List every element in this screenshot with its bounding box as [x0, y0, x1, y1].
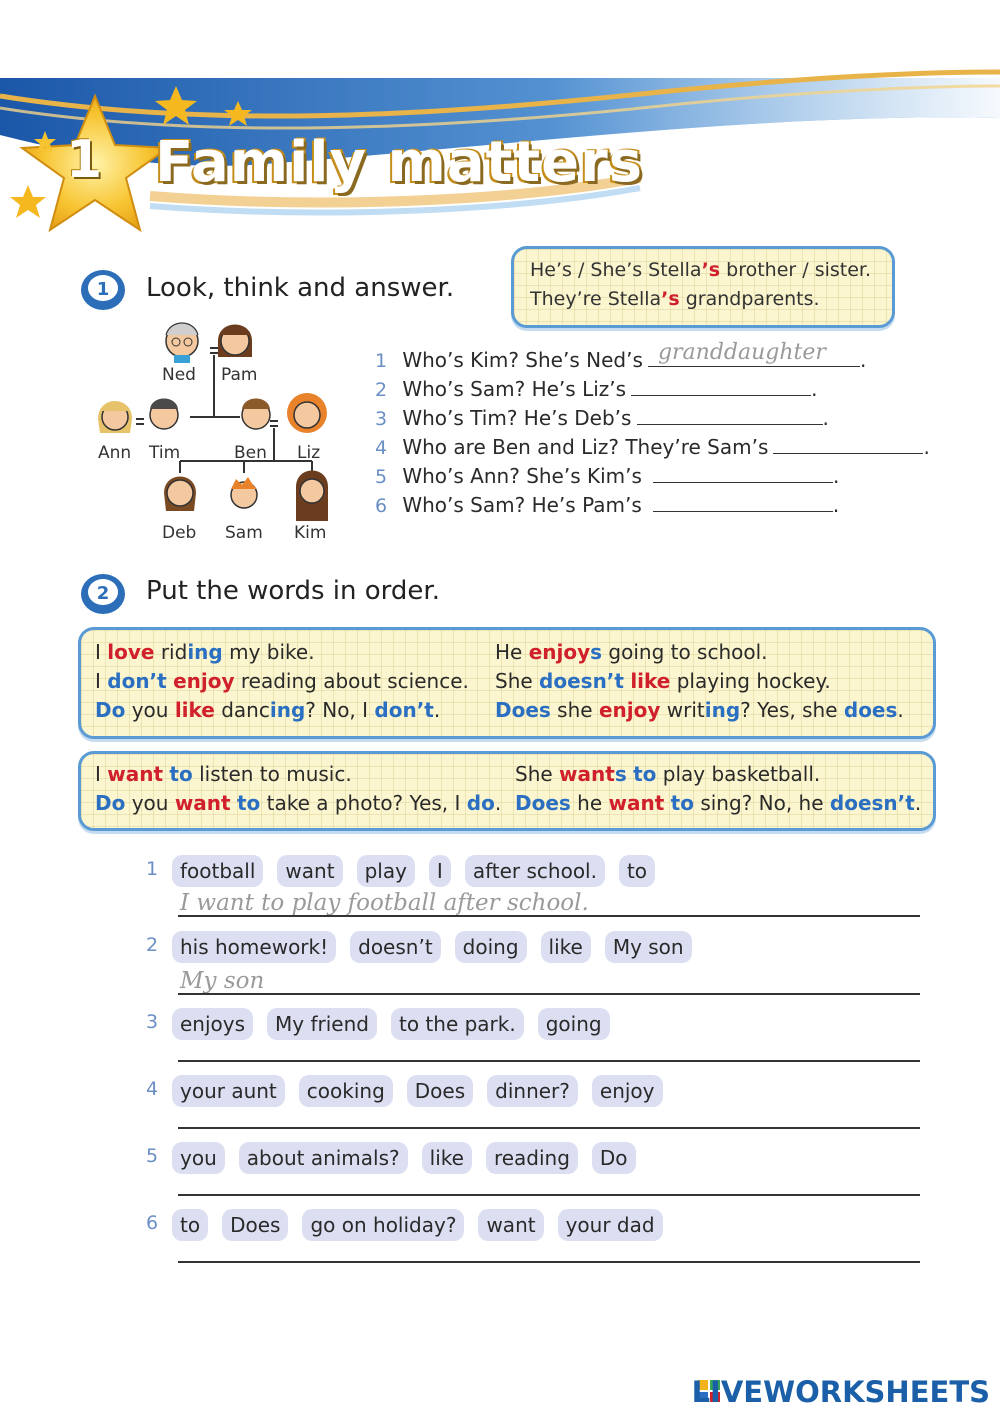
- word-chip[interactable]: about animals?: [239, 1142, 408, 1174]
- word-chip[interactable]: after school.: [465, 855, 605, 887]
- grammar-segment: s: [590, 640, 603, 664]
- grammar-line: [495, 698, 904, 727]
- grammar-segment: Does: [495, 698, 551, 722]
- word-chip[interactable]: you: [172, 1142, 225, 1174]
- tree-name-liz: Liz: [297, 443, 321, 463]
- grammar-segment: want: [174, 791, 231, 815]
- tree-name-ben: Ben: [234, 443, 267, 463]
- ann-face-icon: [98, 401, 132, 433]
- sam-face-icon: [231, 477, 257, 508]
- grammar-segment: she: [550, 698, 599, 722]
- grammar-segment: listen to music.: [192, 762, 352, 786]
- grammar-segment: I: [95, 640, 108, 664]
- word-chip[interactable]: to: [172, 1209, 208, 1241]
- ned-face-icon: [166, 323, 198, 363]
- order-answer-2-text: My son: [180, 968, 265, 994]
- word-chip[interactable]: enjoys: [172, 1008, 253, 1040]
- word-chip[interactable]: football: [172, 855, 263, 887]
- tree-name-deb: Deb: [162, 523, 197, 543]
- grammar-segment: don’t: [107, 669, 167, 693]
- grammar-segment: doesn’t: [829, 791, 915, 815]
- grammar-line: [95, 669, 469, 698]
- grammar-segment: to: [169, 762, 193, 786]
- grammar-box-1-right: [495, 640, 904, 727]
- grammar-segment: enjoy: [528, 640, 591, 664]
- grammar-segment: to: [670, 791, 694, 815]
- word-chip[interactable]: Do: [592, 1142, 636, 1174]
- grammar-segment: don’t: [374, 698, 434, 722]
- grammar-segment: ing: [187, 640, 223, 664]
- tree-name-ann: Ann: [98, 443, 132, 463]
- grammar-segment: want: [559, 762, 615, 786]
- grammar-segment: ing: [704, 698, 741, 722]
- grammar-segment: like: [630, 669, 671, 693]
- word-chip[interactable]: to: [619, 855, 655, 887]
- grammar-line: [95, 762, 501, 791]
- grammar-segment: you: [125, 791, 175, 815]
- order-answer-line-5[interactable]: [178, 1194, 920, 1196]
- word-chip[interactable]: want: [478, 1209, 543, 1241]
- word-chip[interactable]: go on holiday?: [302, 1209, 464, 1241]
- answer-1-text: granddaughter: [657, 340, 826, 365]
- grammar-segment: going to school.: [602, 640, 768, 664]
- word-chip[interactable]: dinner?: [487, 1075, 578, 1107]
- order-answer-line-2[interactable]: [178, 993, 920, 995]
- grammar-segment: .: [494, 791, 502, 815]
- small-star-icon: [10, 185, 46, 218]
- grammar-segment: love: [107, 640, 155, 664]
- grammar-box-1-left: [95, 640, 469, 727]
- grammar-segment: want: [107, 762, 164, 786]
- word-chip[interactable]: I: [429, 855, 451, 887]
- grammar-segment: do: [466, 791, 495, 815]
- grammar-segment: you: [125, 698, 175, 722]
- section-1-badge-icon: [80, 266, 126, 312]
- grammar-line: [95, 698, 469, 727]
- order-answer-line-3[interactable]: [178, 1060, 920, 1062]
- grammar-line: [95, 640, 469, 669]
- grammar-box-2-right: [515, 762, 921, 820]
- tree-name-kim: Kim: [294, 523, 327, 543]
- grammar-segment: Do: [95, 698, 126, 722]
- grammar-segment: rid: [154, 640, 188, 664]
- grammar-segment: doesn’t: [539, 669, 624, 693]
- grammar-segment: ? No, I: [305, 698, 375, 722]
- grammar-segment: ing: [269, 698, 306, 722]
- grammar-box-2-left: [95, 762, 501, 820]
- section-1-instruction: Look, think and answer.: [146, 273, 455, 303]
- grammar-segment: playing hockey.: [670, 669, 831, 693]
- answer-blank-2[interactable]: [631, 377, 811, 396]
- grammar-segment: She: [495, 669, 540, 693]
- order-answer-line-4[interactable]: [178, 1127, 920, 1129]
- grammar-line: [95, 791, 501, 820]
- grammar-box-1: [78, 627, 936, 739]
- word-chip[interactable]: like: [541, 931, 591, 963]
- answer-blank-1[interactable]: [648, 340, 860, 367]
- order-answer-1-text: I want to play football after school.: [180, 890, 589, 916]
- grammar-segment: my bike.: [222, 640, 315, 664]
- grammar-segment: .: [897, 698, 904, 722]
- grammar-segment: enjoy: [598, 698, 661, 722]
- grammar-segment: Does: [515, 791, 571, 815]
- grammar-segment: does: [843, 698, 898, 722]
- word-chip[interactable]: doing: [455, 931, 527, 963]
- word-chip[interactable]: your dad: [558, 1209, 663, 1241]
- grammar-segment: take a photo? Yes, I: [260, 791, 467, 815]
- grammar-segment: He: [495, 640, 529, 664]
- answer-blank-3[interactable]: [637, 406, 823, 425]
- tree-name-ned: Ned: [162, 365, 196, 385]
- question-6: 6 Who’s Sam? He’s Pam’s .: [375, 493, 840, 517]
- grammar-line: [515, 791, 921, 820]
- section-1-number: 1: [96, 279, 110, 300]
- liz-face-icon: [287, 393, 327, 433]
- grammar-segment: sing? No, he: [693, 791, 830, 815]
- answer-blank-5[interactable]: [653, 464, 833, 483]
- kim-face-icon: [296, 471, 328, 522]
- word-chip[interactable]: reading: [486, 1142, 578, 1174]
- word-chip[interactable]: doesn’t: [350, 931, 441, 963]
- hint-line-2: They’re Stella’s grandparents.: [530, 288, 820, 310]
- word-chip[interactable]: My friend: [267, 1008, 377, 1040]
- word-chip[interactable]: enjoy: [592, 1075, 663, 1107]
- grammar-segment: s: [614, 762, 627, 786]
- section-2-badge-icon: [80, 570, 126, 616]
- answer-blank-4[interactable]: [773, 435, 923, 454]
- question-3: 3 Who’s Tim? He’s Deb’s .: [375, 406, 829, 430]
- question-5: 5 Who’s Ann? She’s Kim’s .: [375, 464, 840, 488]
- header-banner: [0, 0, 1000, 240]
- word-chip[interactable]: his homework!: [172, 931, 336, 963]
- tim-face-icon: [150, 399, 178, 430]
- grammar-segment: .: [914, 791, 922, 815]
- word-chip[interactable]: Does: [407, 1075, 473, 1107]
- hint-line-1: He’s / She’s Stella’s brother / sister.: [530, 259, 872, 281]
- ben-face-icon: [242, 399, 270, 430]
- word-chip[interactable]: Does: [222, 1209, 288, 1241]
- section-2-number: 2: [96, 583, 110, 604]
- word-chip[interactable]: like: [422, 1142, 472, 1174]
- tree-name-tim: Tim: [149, 443, 181, 463]
- grammar-segment: danc: [214, 698, 270, 722]
- word-chip[interactable]: want: [277, 855, 342, 887]
- order-answer-line-1[interactable]: [178, 915, 920, 917]
- grammar-segment: She: [515, 762, 560, 786]
- grammar-line: [495, 669, 904, 698]
- question-list: [375, 340, 930, 522]
- hint-box: [511, 246, 895, 328]
- pam-face-icon: [218, 325, 252, 358]
- grammar-segment: writ: [660, 698, 705, 722]
- family-tree-diagram: [90, 315, 360, 555]
- question-4: 4 Who are Ben and Liz? They’re Sam’s .: [375, 435, 930, 459]
- word-chip[interactable]: My son: [605, 931, 692, 963]
- order-answer-line-6[interactable]: [178, 1261, 920, 1263]
- word-chip[interactable]: play: [357, 855, 415, 887]
- section-2-instruction: Put the words in order.: [146, 576, 440, 606]
- grammar-segment: ? Yes, she: [740, 698, 844, 722]
- unit-number: 1: [66, 130, 103, 190]
- grammar-line: [515, 762, 921, 791]
- answer-blank-6[interactable]: [653, 493, 833, 512]
- page-title: Family matters: [155, 130, 644, 195]
- word-chip[interactable]: going: [538, 1008, 610, 1040]
- grammar-segment: I: [95, 762, 108, 786]
- grammar-segment: he: [570, 791, 609, 815]
- grammar-segment: .: [433, 698, 441, 722]
- word-chip[interactable]: cooking: [299, 1075, 393, 1107]
- grammar-segment: to: [633, 762, 657, 786]
- word-chip[interactable]: to the park.: [391, 1008, 524, 1040]
- grammar-segment: like: [174, 698, 215, 722]
- tree-name-pam: Pam: [221, 365, 258, 385]
- grammar-segment: want: [608, 791, 665, 815]
- grammar-segment: play basketball.: [656, 762, 821, 786]
- grammar-segment: I: [95, 669, 108, 693]
- grammar-segment: enjoy: [173, 669, 235, 693]
- grammar-box-2: [78, 751, 936, 831]
- question-1: 1 Who’s Kim? She’s Ned’s granddaughter .: [375, 340, 867, 372]
- question-2: 2 Who’s Sam? He’s Liz’s .: [375, 377, 818, 401]
- grammar-segment: reading about science.: [234, 669, 469, 693]
- tree-name-sam: Sam: [225, 523, 263, 543]
- word-chip[interactable]: your aunt: [172, 1075, 285, 1107]
- deb-face-icon: [164, 477, 196, 512]
- grammar-segment: to: [236, 791, 261, 815]
- grammar-line: [495, 640, 904, 669]
- liveworksheets-logo[interactable]: LIVEWORKSHEETS: [691, 1375, 990, 1409]
- grammar-segment: Do: [95, 791, 126, 815]
